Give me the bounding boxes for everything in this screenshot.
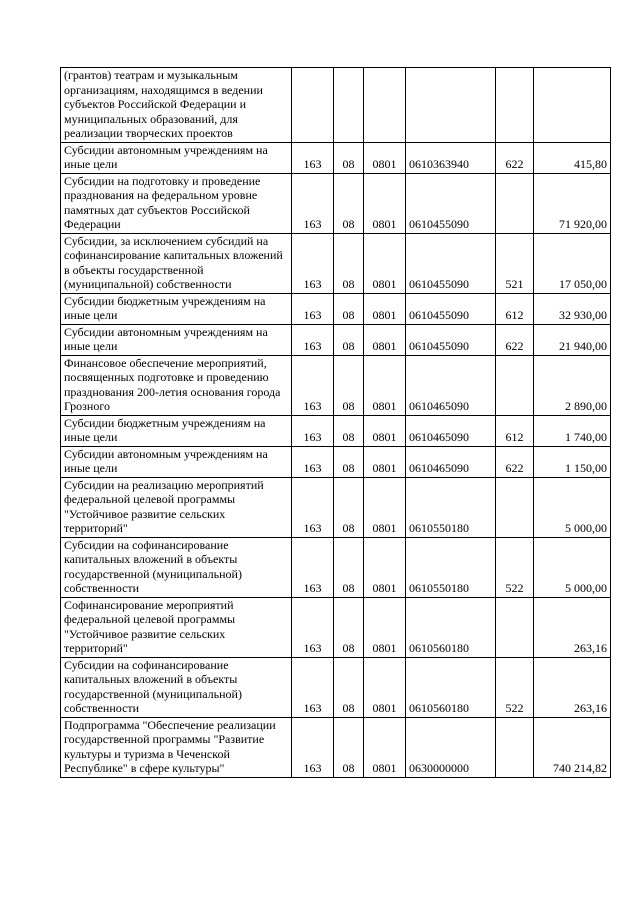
subsection-code: 0801 [364, 717, 406, 777]
expense-type-code [496, 477, 534, 537]
amount [534, 68, 611, 143]
grbs-code: 163 [292, 415, 334, 446]
target-article-code: 0610560180 [406, 657, 496, 717]
amount: 1 740,00 [534, 415, 611, 446]
table-row [61, 68, 611, 143]
table-row [61, 537, 611, 597]
table-row [61, 477, 611, 537]
expense-type-code [496, 355, 534, 415]
amount: 740 214,82 [534, 717, 611, 777]
amount: 2 890,00 [534, 355, 611, 415]
grbs-code: 163 [292, 597, 334, 657]
table-row [61, 293, 611, 324]
expense-type-code [496, 597, 534, 657]
subsection-code: 0801 [364, 293, 406, 324]
item-name: Субсидии бюджетным учреждениям на иные цели [61, 415, 292, 446]
expense-type-code: 622 [496, 446, 534, 477]
subsection-code: 0801 [364, 233, 406, 293]
target-article-code: 0630000000 [406, 717, 496, 777]
amount: 71 920,00 [534, 173, 611, 233]
target-article-code: 0610550180 [406, 477, 496, 537]
expense-type-code: 612 [496, 293, 534, 324]
table-row [61, 446, 611, 477]
grbs-code [292, 68, 334, 143]
grbs-code: 163 [292, 355, 334, 415]
section-code: 08 [334, 415, 364, 446]
item-name: Подпрограмма "Обеспечение реализации государственной программы "Развитие культуры и туризма в Чеченской Республике" в сфере культуры" [61, 717, 292, 777]
grbs-code: 163 [292, 717, 334, 777]
amount: 5 000,00 [534, 537, 611, 597]
grbs-code: 163 [292, 324, 334, 355]
item-name: Субсидии на реализацию мероприятий федеральной целевой программы "Устойчивое развитие сельских территорий" [61, 477, 292, 537]
target-article-code: 0610560180 [406, 597, 496, 657]
grbs-code: 163 [292, 233, 334, 293]
amount: 1 150,00 [534, 446, 611, 477]
budget-table [60, 67, 611, 778]
section-code: 08 [334, 446, 364, 477]
amount: 263,16 [534, 597, 611, 657]
amount: 21 940,00 [534, 324, 611, 355]
section-code: 08 [334, 233, 364, 293]
subsection-code: 0801 [364, 324, 406, 355]
subsection-code: 0801 [364, 657, 406, 717]
section-code: 08 [334, 597, 364, 657]
grbs-code: 163 [292, 173, 334, 233]
table-row [61, 415, 611, 446]
target-article-code: 0610465090 [406, 415, 496, 446]
expense-type-code [496, 68, 534, 143]
section-code: 08 [334, 537, 364, 597]
subsection-code: 0801 [364, 477, 406, 537]
table-row [61, 717, 611, 777]
grbs-code: 163 [292, 293, 334, 324]
item-name: Субсидии на подготовку и проведение празднования на федеральном уровне памятных дат субъектов Российской Федерации [61, 173, 292, 233]
subsection-code: 0801 [364, 446, 406, 477]
expense-type-code [496, 173, 534, 233]
item-name: Субсидии на софинансирование капитальных вложений в объекты государственной (муниципальной) собственности [61, 537, 292, 597]
expense-type-code: 622 [496, 324, 534, 355]
subsection-code: 0801 [364, 355, 406, 415]
subsection-code: 0801 [364, 142, 406, 173]
table-row [61, 233, 611, 293]
amount: 32 930,00 [534, 293, 611, 324]
section-code: 08 [334, 324, 364, 355]
target-article-code: 0610455090 [406, 324, 496, 355]
section-code: 08 [334, 173, 364, 233]
amount: 5 000,00 [534, 477, 611, 537]
target-article-code [406, 68, 496, 143]
section-code: 08 [334, 142, 364, 173]
subsection-code: 0801 [364, 597, 406, 657]
table-row [61, 142, 611, 173]
section-code [334, 68, 364, 143]
item-name: Субсидии на софинансирование капитальных вложений в объекты государственной (муниципальной) собственности [61, 657, 292, 717]
amount: 17 050,00 [534, 233, 611, 293]
table-row [61, 355, 611, 415]
item-name: Субсидии, за исключением субсидий на софинансирование капитальных вложений в объекты государственной (муниципальной) собственности [61, 233, 292, 293]
table-row [61, 324, 611, 355]
expense-type-code: 522 [496, 657, 534, 717]
budget-table-body [61, 68, 611, 778]
target-article-code: 0610455090 [406, 173, 496, 233]
table-row [61, 173, 611, 233]
target-article-code: 0610465090 [406, 355, 496, 415]
item-name: Софинансирование мероприятий федеральной целевой программы "Устойчивое развитие сельских территорий" [61, 597, 292, 657]
expense-type-code: 612 [496, 415, 534, 446]
section-code: 08 [334, 355, 364, 415]
section-code: 08 [334, 293, 364, 324]
grbs-code: 163 [292, 537, 334, 597]
expense-type-code: 521 [496, 233, 534, 293]
target-article-code: 0610550180 [406, 537, 496, 597]
item-name: Субсидии автономным учреждениям на иные цели [61, 446, 292, 477]
subsection-code: 0801 [364, 173, 406, 233]
item-name: Субсидии автономным учреждениям на иные цели [61, 324, 292, 355]
item-name: (грантов) театрам и музыкальным организациям, находящимся в ведении субъектов Российской Федерации и муниципальных образований, для реализации творческих проектов [61, 68, 292, 143]
grbs-code: 163 [292, 142, 334, 173]
section-code: 08 [334, 717, 364, 777]
subsection-code: 0801 [364, 537, 406, 597]
section-code: 08 [334, 477, 364, 537]
target-article-code: 0610363940 [406, 142, 496, 173]
target-article-code: 0610455090 [406, 233, 496, 293]
amount: 263,16 [534, 657, 611, 717]
expense-type-code: 622 [496, 142, 534, 173]
subsection-code: 0801 [364, 415, 406, 446]
expense-type-code: 522 [496, 537, 534, 597]
grbs-code: 163 [292, 446, 334, 477]
target-article-code: 0610455090 [406, 293, 496, 324]
target-article-code: 0610465090 [406, 446, 496, 477]
grbs-code: 163 [292, 477, 334, 537]
section-code: 08 [334, 657, 364, 717]
item-name: Субсидии автономным учреждениям на иные цели [61, 142, 292, 173]
item-name: Субсидии бюджетным учреждениям на иные цели [61, 293, 292, 324]
subsection-code [364, 68, 406, 143]
grbs-code: 163 [292, 657, 334, 717]
amount: 415,80 [534, 142, 611, 173]
expense-type-code [496, 717, 534, 777]
table-row [61, 657, 611, 717]
item-name: Финансовое обеспечение мероприятий, посвященных подготовке и проведению празднования 200-летия основания города Грозного [61, 355, 292, 415]
table-row [61, 597, 611, 657]
